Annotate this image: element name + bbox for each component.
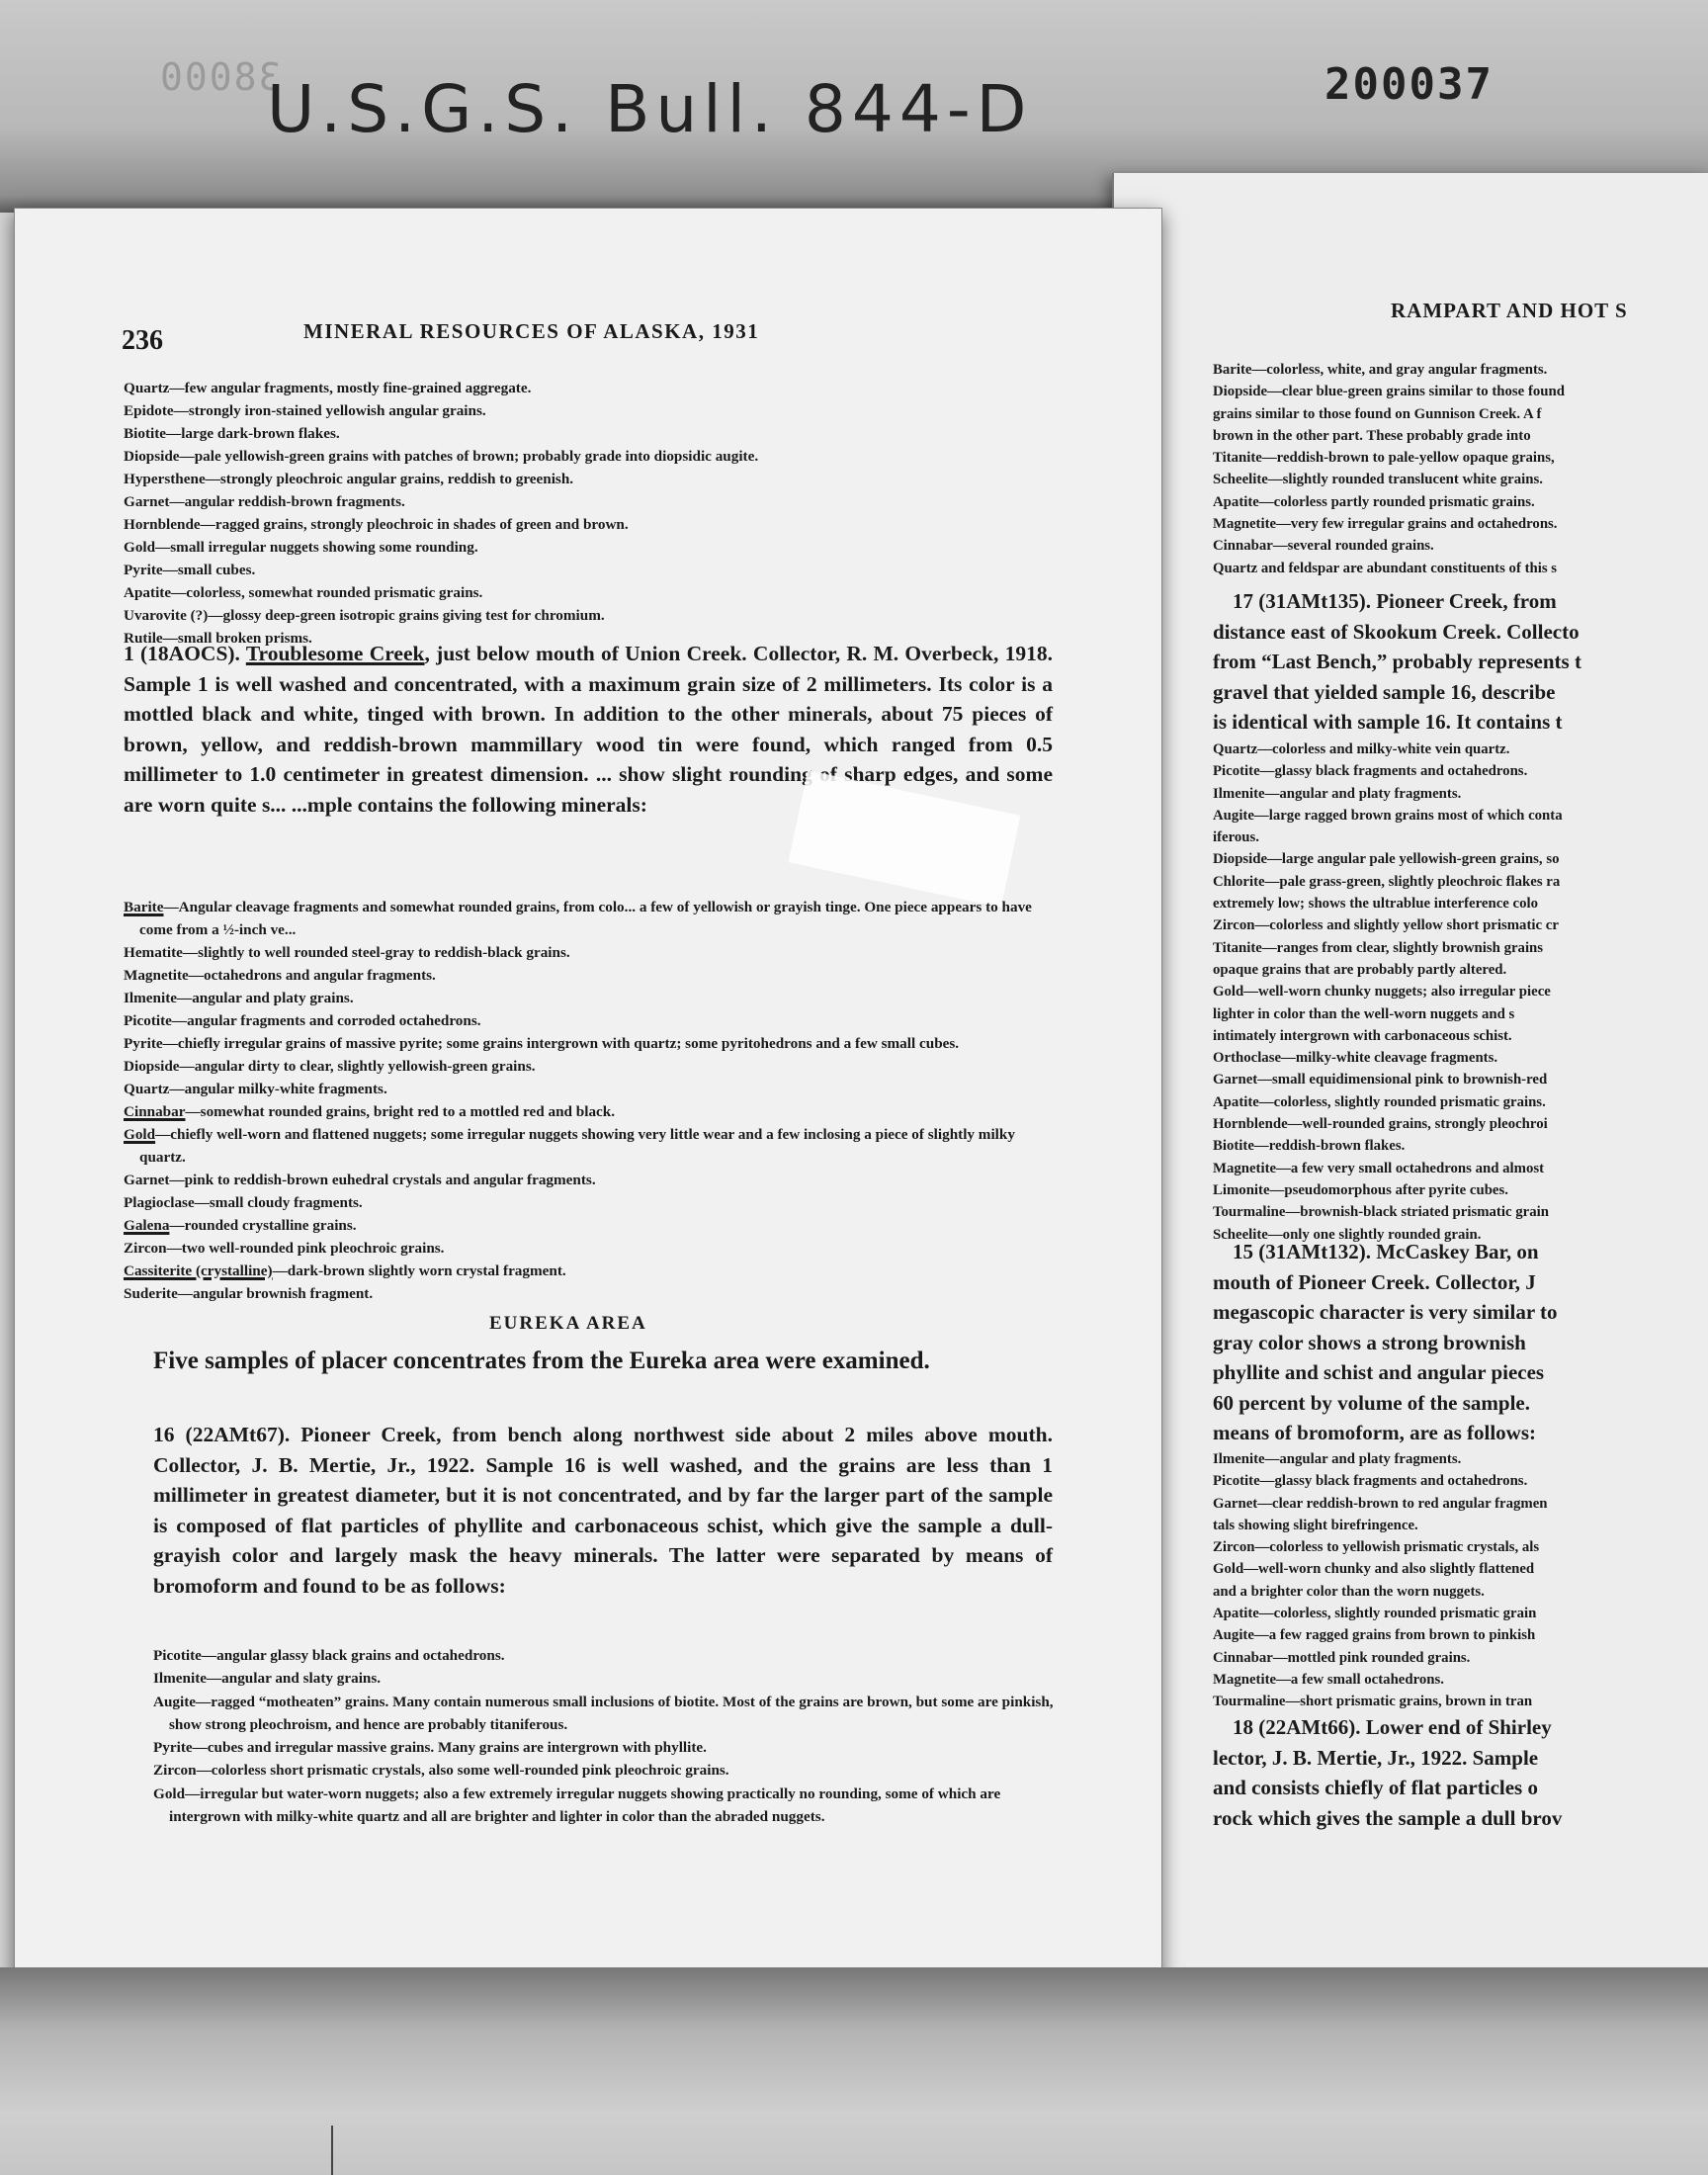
mineral-name: Garnet bbox=[124, 1172, 170, 1188]
mineral-name: Pyrite bbox=[124, 1035, 163, 1052]
paragraph-line: 17 (31AMt135). Pioneer Creek, from bbox=[1233, 589, 1557, 613]
mineral-item: Gold—well-worn chunky nuggets; also irregular piece bbox=[1213, 984, 1551, 1000]
mineral-item: Zircon—colorless and slightly yellow short prismatic cr bbox=[1213, 917, 1559, 934]
mineral-item: Biotite—reddish-brown flakes. bbox=[1213, 1138, 1406, 1155]
mineral-item: Quartz—few angular fragments, mostly fine-grained aggregate. bbox=[124, 380, 532, 396]
paragraph-line: megascopic character is very similar to bbox=[1213, 1300, 1558, 1324]
mineral-item: Zircon—colorless short prismatic crystals, also some well-rounded pink pleochroic grains. bbox=[153, 1762, 729, 1780]
mineral-name: Magnetite bbox=[124, 967, 189, 984]
mineral-item: and a brighter color than the worn nuggets. bbox=[1213, 1583, 1485, 1600]
mineral-item: grains similar to those found on Gunnison Creek. A f bbox=[1213, 405, 1542, 422]
mineral-item: Hornblende—well-rounded grains, strongly pleochroi bbox=[1213, 1116, 1548, 1133]
mineral-item bbox=[124, 1055, 1063, 1078]
paragraph-line: 18 (22AMt66). Lower end of Shirley bbox=[1233, 1715, 1552, 1739]
sample-1-lead: 1 (18AOCS). bbox=[124, 642, 240, 665]
sample-16-paragraph: 16 (22AMt67). Pioneer Creek, from bench along northwest side about 2 miles above mouth. Collector, J. B. Mertie, Jr., 1922. Sample 16 is well washed, and the grains are less than 1 millimeter in greatest diameter, but it is not concentrated, and by far the larger part of the sample is composed of flat particles of phyllite and carbonaceous schist, which give the sample a dull-grayish color and largely mask the heavy minerals. The latter were separated by means of bromoform and found to be as follows: bbox=[153, 1423, 1053, 1598]
sample-1-mineral-list bbox=[124, 896, 1063, 1305]
mineral-name: Hematite bbox=[124, 944, 183, 961]
mineral-item: Orthoclase—milky-white cleavage fragments. bbox=[1213, 1050, 1498, 1067]
mineral-name: Cinnabar bbox=[124, 1103, 186, 1120]
mineral-item: Apatite—colorless, somewhat rounded prismatic grains. bbox=[124, 584, 483, 601]
top-mineral-list bbox=[124, 377, 1063, 650]
mineral-item: Magnetite—a few very small octahedrons and almost bbox=[1213, 1160, 1545, 1176]
running-title: MINERAL RESOURCES OF ALASKA, 1931 bbox=[303, 319, 760, 343]
mineral-name: Diopside bbox=[124, 1058, 180, 1075]
paragraph-line: 60 percent by volume of the sample. bbox=[1213, 1390, 1530, 1415]
mineral-item: Pyrite—small cubes. bbox=[124, 562, 256, 578]
mineral-item: brown in the other part. These probably grade into bbox=[1213, 427, 1531, 444]
mineral-item: Apatite—colorless partly rounded prismatic grains. bbox=[1213, 493, 1535, 510]
eureka-intro: Five samples of placer concentrates from the Eureka area were examined. bbox=[153, 1348, 930, 1374]
mineral-item: Diopside—clear blue-green grains similar to those found bbox=[1213, 384, 1565, 400]
mineral-item: lighter in color than the well-worn nuggets and s bbox=[1213, 1005, 1515, 1022]
mineral-item bbox=[124, 987, 1063, 1009]
page-number: 236 bbox=[122, 325, 163, 356]
mineral-item bbox=[124, 1191, 1063, 1214]
handwritten-label: U.S.G.S. Bull. 844-D bbox=[267, 71, 1033, 147]
mineral-description: —angular brownish fragment. bbox=[177, 1285, 374, 1302]
left-page bbox=[14, 208, 1162, 1984]
mineral-item: Rutile—small broken prisms. bbox=[124, 630, 312, 647]
mineral-item bbox=[124, 1123, 1063, 1169]
mineral-item: Quartz—colorless and milky-white vein quartz. bbox=[1213, 741, 1510, 757]
mineral-item: Picotite—glassy black fragments and octahedrons. bbox=[1213, 763, 1528, 780]
mineral-item: tals showing slight birefringence. bbox=[1213, 1517, 1418, 1533]
mineral-description: —pink to reddish-brown euhedral crystals and angular fragments. bbox=[169, 1172, 596, 1188]
mineral-item bbox=[124, 1169, 1063, 1191]
mineral-item: extremely low; shows the ultrablue interference colo bbox=[1213, 896, 1539, 913]
mineral-item: Gold—small irregular nuggets showing some rounding. bbox=[124, 539, 478, 556]
paragraph-line: rock which gives the sample a dull brov bbox=[1213, 1805, 1563, 1830]
mineral-item: Zircon—colorless to yellowish prismatic crystals, als bbox=[1213, 1539, 1540, 1556]
paragraph-line: gray color shows a strong brownish bbox=[1213, 1330, 1526, 1354]
mineral-name: Ilmenite bbox=[124, 990, 177, 1006]
paragraph-line: mouth of Pioneer Creek. Collector, J bbox=[1213, 1269, 1536, 1294]
right-top-mineral-list bbox=[1213, 359, 1708, 579]
paragraph-line: lector, J. B. Mertie, Jr., 1922. Sample bbox=[1213, 1745, 1539, 1770]
mineral-item: intimately intergrown with carbonaceous schist. bbox=[1213, 1027, 1512, 1044]
mineral-description: —somewhat rounded grains, bright red to a mottled red and black. bbox=[185, 1103, 616, 1120]
mineral-description: —angular and platy grains. bbox=[177, 990, 354, 1006]
mineral-item: Hypersthene—strongly pleochroic angular grains, reddish to greenish. bbox=[124, 471, 574, 487]
scan-edge-line bbox=[331, 2126, 333, 2175]
mineral-name: Barite bbox=[124, 899, 164, 915]
mineral-description: —chiefly irregular grains of massive pyrite; some grains intergrown with quartz; some pyritohedrons and a few small cubes. bbox=[162, 1035, 960, 1052]
paragraph-line: from “Last Bench,” probably represents t bbox=[1213, 650, 1581, 673]
mineral-item: Cinnabar—mottled pink rounded grains. bbox=[1213, 1649, 1471, 1666]
mineral-item: Magnetite—very few irregular grains and octahedrons. bbox=[1213, 516, 1558, 533]
mineral-item: Gold—irregular but water-worn nuggets; also a few extremely irregular nuggets showing practically no rounding, some of which are intergrown with milky-white quartz and all are brighter and lighter in color than the abraded nuggets. bbox=[153, 1784, 1001, 1826]
mineral-item: Augite—a few ragged grains from brown to pinkish bbox=[1213, 1627, 1536, 1644]
mineral-item: Diopside—large angular pale yellowish-green grains, so bbox=[1213, 851, 1560, 868]
mineral-item bbox=[124, 1009, 1063, 1032]
mineral-description: —rounded crystalline grains. bbox=[169, 1217, 357, 1234]
mineral-item: Ilmenite—angular and platy fragments. bbox=[1213, 1451, 1462, 1467]
mineral-name: Galena bbox=[124, 1217, 170, 1234]
mineral-description: —two well-rounded pink pleochroic grains. bbox=[166, 1240, 445, 1257]
mineral-item: Cinnabar—several rounded grains. bbox=[1213, 538, 1434, 555]
mineral-item: Uvarovite (?)—glossy deep-green isotropic grains giving test for chromium. bbox=[124, 607, 605, 624]
sample-17-mineral-list bbox=[1213, 739, 1708, 1246]
mineral-item: Gold—well-worn chunky and also slightly flattened bbox=[1213, 1561, 1535, 1578]
mineral-item: Augite—ragged “motheaten” grains. Many contain numerous small inclusions of biotite. Most of the grains are brown, but some are pinkish, show strong pleochroism, and hence are probably titaniferous. bbox=[153, 1693, 1054, 1733]
mineral-item: Epidote—strongly iron-stained yellowish angular grains. bbox=[124, 402, 486, 419]
mineral-item: Apatite—colorless, slightly rounded prismatic grain bbox=[1213, 1606, 1537, 1622]
mineral-item bbox=[124, 1282, 1063, 1305]
mineral-item bbox=[124, 1260, 1063, 1282]
mineral-item: Ilmenite—angular and platy fragments. bbox=[1213, 785, 1462, 802]
mineral-item: Chlorite—pale grass-green, slightly pleochroic flakes ra bbox=[1213, 873, 1561, 890]
mineral-description: —angular milky-white fragments. bbox=[169, 1081, 387, 1097]
section-heading: EUREKA AREA bbox=[489, 1313, 647, 1334]
mineral-item: Scheelite—slightly rounded translucent white grains. bbox=[1213, 472, 1543, 488]
mineral-name: Picotite bbox=[124, 1012, 172, 1029]
mineral-item bbox=[124, 1214, 1063, 1237]
mineral-item bbox=[124, 896, 1063, 941]
paragraph-line: phyllite and schist and angular pieces bbox=[1213, 1360, 1545, 1384]
mineral-item: Magnetite—a few small octahedrons. bbox=[1213, 1671, 1444, 1688]
mineral-name: Plagioclase bbox=[124, 1194, 195, 1211]
mineral-name: Zircon bbox=[124, 1240, 167, 1257]
mineral-description: —angular dirty to clear, slightly yellowish-green grains. bbox=[179, 1058, 536, 1075]
mineral-description: —octahedrons and angular fragments. bbox=[188, 967, 436, 984]
mineral-description: —slightly to well rounded steel-gray to reddish-black grains. bbox=[182, 944, 570, 961]
sample-15-paragraph bbox=[1213, 1237, 1708, 1448]
paragraph-line: gravel that yielded sample 16, describe bbox=[1213, 679, 1556, 704]
mineral-name: Quartz bbox=[124, 1081, 170, 1097]
mineral-item bbox=[124, 941, 1063, 964]
sample-1-text: , just below mouth of Union Creek. Collector, R. M. Overbeck, 1918. Sample 1 is well washed and concentrated, with a maximum grain size of 2 millimeters. Its color is a mottled black and white, tinged with brown. In addition to the other minerals, about 75 pieces of brown, yellow, and reddish-brown mammillary wood tin were found, which ranged from 0.5 millimeter to 1.0 centimeter in greatest dimension. ... show slight rounding of sharp edges, and some are worn quite s... ...mple contains the following minerals: bbox=[124, 642, 1053, 817]
sample-17-paragraph bbox=[1213, 586, 1708, 738]
mineral-description: —angular fragments and corroded octahedrons. bbox=[171, 1012, 481, 1029]
mineral-item bbox=[124, 1100, 1063, 1123]
mineral-item: Picotite—glassy black fragments and octahedrons. bbox=[1213, 1473, 1528, 1490]
paragraph-line: distance east of Skookum Creek. Collecto bbox=[1213, 619, 1580, 644]
mineral-item: opaque grains that are probably partly altered. bbox=[1213, 961, 1507, 978]
mineral-item: Ilmenite—angular and slaty grains. bbox=[153, 1670, 382, 1688]
mineral-item bbox=[124, 1078, 1063, 1100]
sample-15-mineral-list bbox=[1213, 1448, 1708, 1713]
mineral-item: Diopside—pale yellowish-green grains with patches of brown; probably grade into diopsidic augite. bbox=[124, 448, 759, 465]
mineral-item: Barite—colorless, white, and gray angular fragments. bbox=[1213, 362, 1548, 378]
mineral-item: Titanite—reddish-brown to pale-yellow opaque grains, bbox=[1213, 450, 1555, 467]
paragraph-line: means of bromoform, are as follows: bbox=[1213, 1421, 1537, 1444]
mineral-name: Gold bbox=[124, 1126, 156, 1143]
mineral-item: iferous. bbox=[1213, 829, 1259, 846]
paragraph-line: 15 (31AMt132). McCaskey Bar, on bbox=[1233, 1240, 1539, 1263]
mineral-item: Garnet—small equidimensional pink to brownish-red bbox=[1213, 1072, 1548, 1088]
mineral-name: Cassiterite (crystalline) bbox=[124, 1262, 273, 1279]
right-running-title: RAMPART AND HOT S bbox=[1391, 299, 1628, 322]
mineral-item: Garnet—clear reddish-brown to red angular fragmen bbox=[1213, 1495, 1548, 1512]
mineral-description: —Angular cleavage fragments and somewhat rounded grains, from colo... a few of yellowish or grayish tinge. One piece appears to have come from a ½-inch ve... bbox=[139, 899, 1032, 938]
mineral-item bbox=[124, 1237, 1063, 1260]
mineral-item: Pyrite—cubes and irregular massive grains. Many grains are intergrown with phyllite. bbox=[153, 1739, 707, 1757]
right-page bbox=[1112, 173, 1708, 1972]
mineral-item: Augite—large ragged brown grains most of which conta bbox=[1213, 807, 1563, 824]
mineral-name: Suderite bbox=[124, 1285, 178, 1302]
mineral-item: Picotite—angular glassy black grains and octahedrons. bbox=[153, 1647, 505, 1664]
sample-18-paragraph bbox=[1213, 1712, 1708, 1833]
document-number: 200037 bbox=[1324, 59, 1494, 110]
mineral-item: Titanite—ranges from clear, slightly brownish grains bbox=[1213, 939, 1544, 956]
mineral-description: —chiefly well-worn and flattened nuggets; some irregular nuggets showing very little wear and a few inclosing a piece of slightly milky quartz. bbox=[139, 1126, 1015, 1166]
mineral-item: Tourmaline—brownish-black striated prismatic grain bbox=[1213, 1204, 1549, 1221]
mineral-description: —dark-brown slightly worn crystal fragment. bbox=[272, 1262, 566, 1279]
mineral-item: Quartz and feldspar are abundant constituents of this s bbox=[1213, 560, 1558, 576]
mineral-item: Apatite—colorless, slightly rounded prismatic grains. bbox=[1213, 1093, 1546, 1110]
paragraph-line: and consists chiefly of flat particles o bbox=[1213, 1776, 1538, 1799]
mineral-item bbox=[124, 964, 1063, 987]
mineral-item: Scheelite—only one slightly rounded grain. bbox=[1213, 1226, 1482, 1243]
mineral-item: Tourmaline—short prismatic grains, brown in tran bbox=[1213, 1694, 1533, 1710]
mineral-item bbox=[124, 1032, 1063, 1055]
sample-16-mineral-list bbox=[153, 1644, 1063, 1828]
mineral-item: Garnet—angular reddish-brown fragments. bbox=[124, 493, 405, 510]
paragraph-line: is identical with sample 16. It contains t bbox=[1213, 710, 1563, 734]
mineral-description: —small cloudy fragments. bbox=[194, 1194, 363, 1211]
mineral-item: Limonite—pseudomorphous after pyrite cubes. bbox=[1213, 1181, 1508, 1198]
bleed-through-number: 38000 bbox=[158, 55, 282, 99]
sample-1-locality: Troublesome Creek bbox=[245, 642, 425, 665]
scan-bottom-margin bbox=[0, 1967, 1708, 2175]
mineral-item: Biotite—large dark-brown flakes. bbox=[124, 425, 340, 442]
mineral-item: Hornblende—ragged grains, strongly pleochroic in shades of green and brown. bbox=[124, 516, 629, 533]
